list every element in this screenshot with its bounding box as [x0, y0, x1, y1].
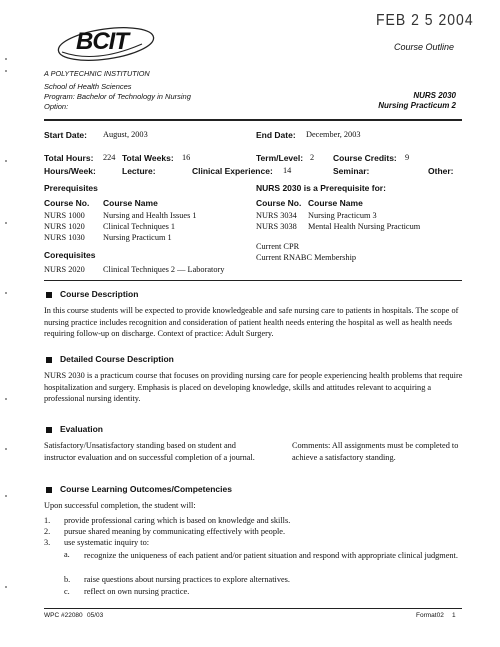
outcome-text: provide professional caring which is based on knowledge and skills.	[64, 516, 291, 525]
page-number: 1	[452, 612, 456, 619]
section-bullet-icon	[46, 292, 52, 298]
total-hours-label: Total Hours:	[44, 153, 94, 163]
sub-outcome-text: recognize the uniqueness of each patient and/or patient situation and respond with appropriate clinical judgment.	[84, 551, 458, 560]
sub-outcome-text: raise questions about nursing practices to explore alternatives.	[84, 575, 290, 584]
outcomes-intro: Upon successful completion, the student will:	[44, 501, 196, 510]
bcit-logo	[56, 22, 160, 66]
prereq-for-course-name: Mental Health Nursing Practicum	[308, 222, 421, 231]
prereq-course-name: Clinical Techniques 1	[103, 222, 176, 231]
logo-wordmark: BCIT	[76, 28, 128, 55]
prereq-for-heading: NURS 2030 is a Prerequisite for:	[256, 183, 386, 193]
section-bullet-icon	[46, 427, 52, 433]
date-stamp: FEB 2 5 2004	[376, 9, 474, 29]
clinical-experience-value: 14	[283, 166, 292, 175]
start-date-label: Start Date:	[44, 130, 87, 140]
prereq-for-course-name: Nursing Practicum 3	[308, 211, 377, 220]
prereq-course-no: NURS 1020	[44, 222, 85, 231]
section-bullet-icon	[46, 487, 52, 493]
outcome-number: 2.	[44, 527, 51, 536]
prereq-course-no: NURS 1030	[44, 233, 85, 242]
sub-outcome-text: reflect on own nursing practice.	[84, 587, 190, 596]
evaluation-standing-text: Satisfactory/Unsatisfactory standing based on student and instructor evaluation and on successful completion of a journal.	[44, 441, 255, 462]
sub-outcome-letter: b.	[64, 575, 71, 584]
footer-format: Format02	[416, 612, 444, 619]
requirement-cpr: Current CPR	[256, 242, 300, 251]
outcome-number: 1.	[44, 516, 51, 525]
detailed-description-heading: Detailed Course Description	[60, 354, 174, 364]
outcome-text: use systematic inquiry to:	[64, 538, 150, 547]
section-bullet-icon	[46, 357, 52, 363]
prereq-for-col-course-no: Course No.	[256, 198, 302, 208]
prereq-course-name: Nursing Practicum 1	[103, 233, 172, 242]
polytechnic-tagline: A POLYTECHNIC INSTITUTION	[44, 69, 150, 78]
hours-week-label: Hours/Week:	[44, 166, 96, 176]
school-name: School of Health Sciences	[44, 82, 132, 91]
corequisites-heading: Corequisites	[44, 250, 96, 260]
course-description-heading: Course Description	[60, 289, 139, 299]
prereq-for-course-no: NURS 3038	[256, 222, 297, 231]
course-description-text: In this course students will be expected to provide knowledgeable and safe nursing care to patients in hospitals. The scope of nursing practice includes recognition and consideration of patient health needs entering the hospital as well as health needs requiring follow-up on discharge. Context of practice: Adult Surgery.	[44, 306, 459, 338]
course-credits-value: 9	[405, 153, 410, 162]
prereq-course-no: NURS 1000	[44, 211, 85, 220]
total-hours-value: 224	[103, 153, 116, 162]
course-code: NURS 2030	[413, 91, 456, 100]
sub-outcome-letter: a.	[64, 550, 70, 559]
requirement-rnabc: Current RNABC Membership	[256, 253, 357, 262]
document-type: Course Outline	[394, 42, 455, 52]
term-level-label: Term/Level:	[256, 153, 304, 163]
footer-divider	[44, 608, 462, 609]
prereq-col-course-no: Course No.	[44, 198, 90, 208]
prereq-course-name: Nursing and Health Issues 1	[103, 211, 197, 220]
program-name: Program: Bachelor of Technology in Nursing	[44, 92, 191, 101]
term-level-value: 2	[310, 153, 315, 162]
seminar-label: Seminar:	[333, 166, 370, 176]
header-divider	[44, 119, 462, 121]
coreq-course-no: NURS 2020	[44, 265, 85, 274]
outcome-text: pursue shared meaning by communicating effectively with people.	[64, 527, 286, 536]
course-title: Nursing Practicum 2	[378, 101, 456, 110]
detailed-description-text: NURS 2030 is a practicum course that focuses on providing nursing care for people experiencing health problems that require hospitalization and surgery. Emphasis is placed on developing knowledge, skills and attitudes relevant to acquiring a professional nursing identity.	[44, 371, 463, 403]
end-date-value: December, 2003	[306, 130, 361, 139]
footer-doc-id: WPC #22080	[44, 612, 83, 619]
prereq-col-course-name: Course Name	[103, 198, 158, 208]
sub-outcome-letter: c.	[64, 587, 70, 596]
outcome-number: 3.	[44, 538, 51, 547]
total-weeks-label: Total Weeks:	[122, 153, 174, 163]
coreq-course-name: Clinical Techniques 2 — Laboratory	[103, 265, 225, 274]
prereq-for-course-no: NURS 3034	[256, 211, 297, 220]
option-label: Option:	[44, 102, 69, 111]
clinical-experience-label: Clinical Experience:	[192, 166, 273, 176]
learning-outcomes-heading: Course Learning Outcomes/Competencies	[60, 484, 232, 494]
evaluation-heading: Evaluation	[60, 424, 103, 434]
prerequisites-heading: Prerequisites	[44, 183, 98, 193]
footer-doc-date: 05/03	[87, 612, 104, 619]
info-divider	[44, 280, 462, 281]
other-label: Other:	[428, 166, 454, 176]
course-credits-label: Course Credits:	[333, 153, 397, 163]
lecture-label: Lecture:	[122, 166, 156, 176]
end-date-label: End Date:	[256, 130, 296, 140]
evaluation-comments-text: Comments: All assignments must be completed to achieve a satisfactory standing.	[292, 441, 459, 462]
start-date-value: August, 2003	[103, 130, 148, 139]
prereq-for-col-course-name: Course Name	[308, 198, 363, 208]
total-weeks-value: 16	[182, 153, 191, 162]
